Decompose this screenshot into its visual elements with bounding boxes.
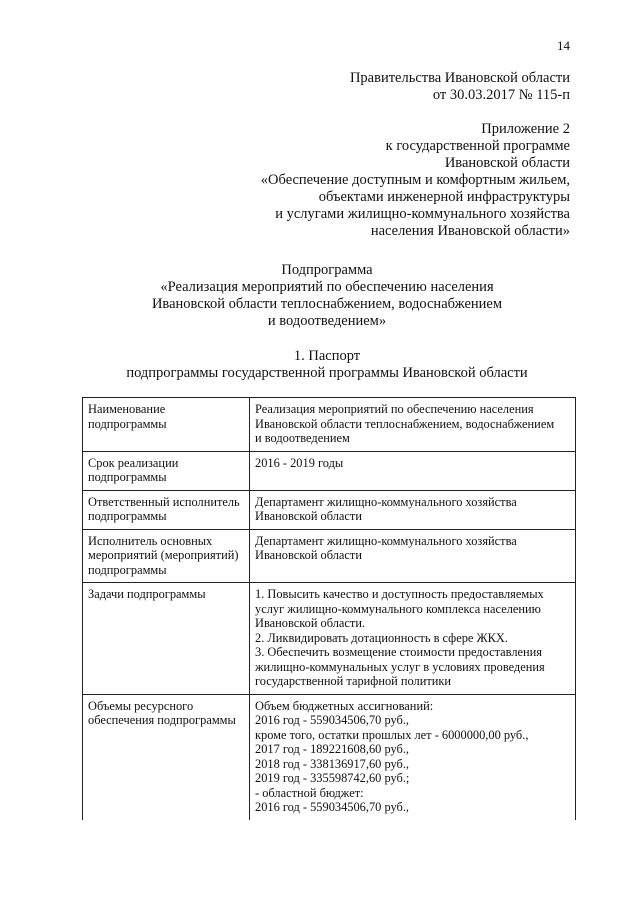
- value-line: Ивановской области.: [255, 616, 366, 630]
- subprogram-line: Подпрограмма: [281, 262, 373, 278]
- row-value: [250, 529, 576, 583]
- value-line: 2019 год - 335598742,60 руб.;: [255, 771, 410, 785]
- passport-table: [82, 397, 576, 820]
- header-line: Правительства Ивановской области: [349, 70, 570, 86]
- value-line: услуг жилищно-коммунального комплекса населению: [255, 601, 541, 616]
- subprogram-line: «Реализация мероприятий по обеспечению населения: [160, 279, 494, 295]
- annex-line: Приложение 2: [481, 121, 570, 137]
- label-line: подпрограммы: [88, 562, 167, 577]
- label-line: подпрограммы: [88, 509, 167, 523]
- row-value: [250, 451, 576, 490]
- table-row: [83, 398, 576, 452]
- value-line: и водоотведением: [255, 431, 350, 445]
- page-number: 14: [557, 38, 570, 53]
- subprogram-title: [67, 262, 587, 330]
- row-label: [83, 451, 250, 490]
- row-value: [250, 694, 576, 820]
- subprogram-line: и водоотведением»: [267, 313, 387, 329]
- label-line: подпрограммы: [88, 470, 167, 484]
- row-value: [250, 583, 576, 695]
- value-line: 2016 год - 559034506,70 руб.,: [255, 800, 410, 814]
- value-line: Департамент жилищно-коммунального хозяйства: [255, 494, 517, 509]
- row-label: [83, 583, 250, 695]
- value-line: государственной тарифной политики: [255, 674, 452, 688]
- value-line: Объем бюджетных ассигнований:: [255, 698, 434, 713]
- subprogram-line: Ивановской области теплоснабжением, водоснабжением: [151, 296, 503, 312]
- label-line: Наименование: [88, 402, 166, 416]
- value-line: 2018 год - 338136917,60 руб.,: [255, 756, 410, 771]
- annex-line: населения Ивановской области»: [370, 223, 570, 239]
- passport-line: подпрограммы государственной программы Ивановской области: [126, 365, 528, 381]
- value-line: Департамент жилищно-коммунального хозяйства: [255, 533, 517, 548]
- value-line: 2016 - 2019 годы: [255, 455, 344, 470]
- passport-line: 1. Паспорт: [293, 348, 361, 364]
- row-label: [83, 398, 250, 452]
- label-line: Ответственный исполнитель: [88, 494, 240, 509]
- label-line: Срок реализации: [88, 455, 179, 470]
- label-line: подпрограммы: [88, 416, 167, 431]
- row-value: [250, 398, 576, 452]
- table-row: [83, 529, 576, 583]
- label-line: Исполнитель основных: [88, 533, 213, 548]
- table-row: [83, 583, 576, 695]
- value-line: 2. Ликвидировать дотационность в сфере ЖКХ.: [255, 630, 508, 645]
- value-line: Реализация мероприятий по обеспечению населения: [255, 402, 534, 416]
- header-line: от 30.03.2017 № 115-п: [432, 87, 570, 103]
- value-line: 2017 год - 189221608,60 руб.,: [255, 742, 410, 756]
- row-value: [250, 490, 576, 529]
- row-label: [83, 694, 250, 820]
- value-line: кроме того, остатки прошлых лет - 6000000,00 руб.,: [255, 727, 529, 742]
- annex-line: к государственной программе: [385, 138, 570, 154]
- row-label: [83, 529, 250, 583]
- annex-heading: [261, 121, 570, 240]
- label-line: Объемы ресурсного: [88, 698, 194, 713]
- row-label: [83, 490, 250, 529]
- value-line: Ивановской области теплоснабжением, водоснабжением: [255, 416, 555, 431]
- resolution-header: [350, 70, 570, 104]
- label-line: мероприятий (мероприятий): [88, 548, 239, 562]
- annex-line: «Обеспечение доступным и комфортным жильем,: [260, 172, 570, 188]
- value-line: жилищно-коммунальных услуг в условиях проведения: [255, 659, 545, 674]
- table-row: [83, 451, 576, 490]
- annex-line: и услугами жилищно-коммунального хозяйства: [275, 206, 570, 222]
- value-line: - областной бюджет:: [255, 785, 364, 800]
- table-row: [83, 694, 576, 820]
- value-line: Ивановской области: [255, 509, 362, 523]
- value-line: 1. Повысить качество и доступность предоставляемых: [255, 587, 544, 601]
- value-line: 3. Обеспечить возмещение стоимости предоставления: [255, 645, 542, 659]
- value-line: 2016 год - 559034506,70 руб.,: [255, 713, 410, 727]
- annex-line: объектами инженерной инфраструктуры: [318, 189, 570, 205]
- table-row: [83, 490, 576, 529]
- label-line: Задачи подпрограммы: [88, 587, 206, 601]
- value-line: Ивановской области: [255, 548, 362, 562]
- label-line: обеспечения подпрограммы: [88, 713, 236, 727]
- passport-title: [67, 348, 587, 382]
- annex-line: Ивановской области: [444, 155, 570, 171]
